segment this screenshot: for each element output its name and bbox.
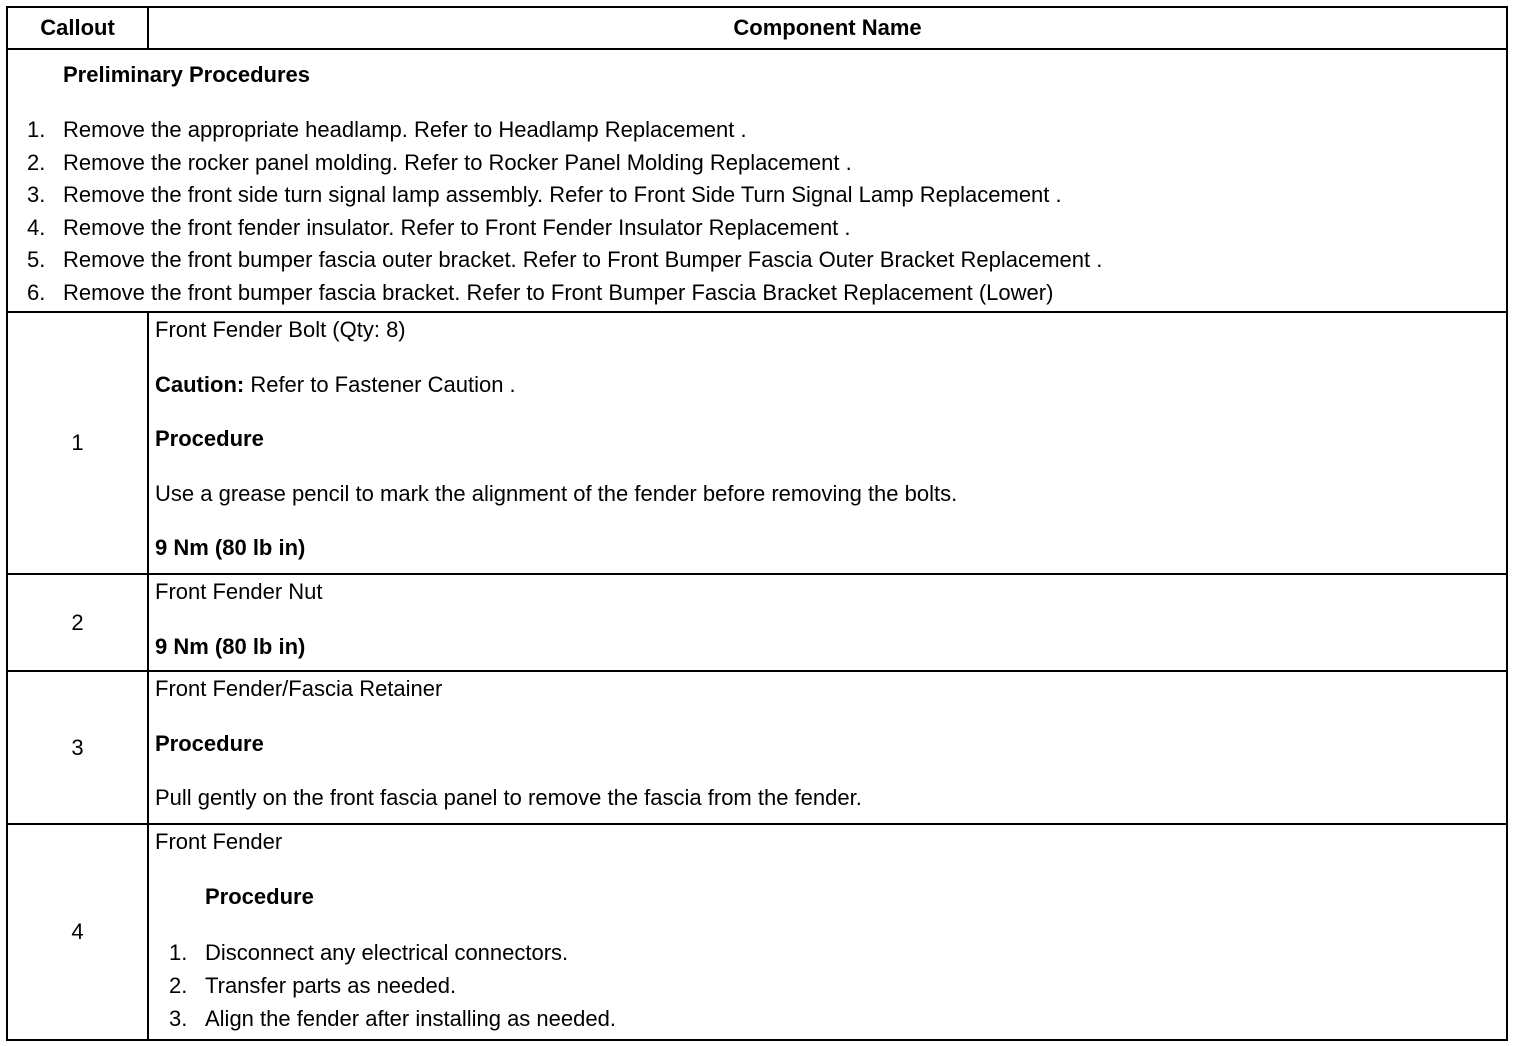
caution-line (155, 370, 1506, 400)
procedure-text: Use a grease pencil to mark the alignment of the fender before removing the bolts. (155, 480, 958, 506)
caution-text: Refer to Fastener Caution . (244, 371, 516, 397)
list-item (8, 212, 1506, 245)
list-item (8, 277, 1506, 310)
list-item (155, 969, 1506, 1002)
caution-label: Caution: (155, 371, 245, 397)
list-item (155, 936, 1506, 969)
procedure-steps (155, 936, 1506, 1035)
component-cell (148, 824, 1507, 1040)
step-number: 5. (27, 247, 46, 273)
step-text: Remove the rocker panel molding. Refer to Rocker Panel Molding Replacement . (63, 149, 852, 175)
procedure-label: Procedure (205, 883, 314, 909)
torque-spec: 9 Nm (80 lb in) (155, 633, 306, 659)
step-text: Align the fender after installing as needed. (205, 1005, 616, 1031)
list-item (8, 179, 1506, 212)
step-number: 4. (27, 214, 46, 240)
component-name: Front Fender/Fascia Retainer (155, 676, 443, 701)
component-cell (148, 312, 1507, 574)
step-number: 3. (27, 182, 46, 208)
list-item (8, 244, 1506, 277)
procedure-table (6, 6, 1508, 1041)
step-number: 1. (169, 939, 188, 965)
list-item (8, 147, 1506, 180)
table-header-row (7, 7, 1507, 49)
list-item (8, 114, 1506, 147)
step-number: 1. (27, 117, 46, 142)
procedure-label: Procedure (155, 730, 264, 756)
component-cell (148, 671, 1507, 824)
step-number: 3. (169, 1005, 188, 1031)
callout-cell: 1 (7, 312, 148, 574)
table-row (7, 671, 1507, 824)
step-number: 2. (169, 972, 188, 998)
component-name-header: Component Name (148, 7, 1507, 49)
step-text: Remove the front bumper fascia bracket. Refer to Front Bumper Fascia Bracket Replacement (Lower) (63, 279, 1054, 305)
table-row (7, 824, 1507, 1040)
component-name: Front Fender Bolt (Qty: 8) (155, 317, 406, 342)
callout-cell: 2 (7, 574, 148, 671)
procedure-label: Procedure (155, 426, 264, 451)
step-text: Remove the front side turn signal lamp assembly. Refer to Front Side Turn Signal Lamp Replacement . (63, 182, 1062, 208)
step-text: Remove the appropriate headlamp. Refer to Headlamp Replacement . (63, 117, 747, 142)
list-item (155, 1002, 1506, 1035)
callout-cell: 4 (7, 824, 148, 1040)
component-name: Front Fender (155, 829, 283, 854)
torque-spec: 9 Nm (80 lb in) (155, 535, 306, 560)
step-number: 6. (27, 279, 46, 305)
step-text: Transfer parts as needed. (205, 972, 457, 998)
callout-cell: 3 (7, 671, 148, 824)
preliminary-row (7, 49, 1507, 312)
component-name: Front Fender Nut (155, 579, 323, 604)
component-cell (148, 574, 1507, 671)
step-number: 2. (27, 149, 46, 175)
table-row (7, 312, 1507, 574)
procedure-text: Pull gently on the front fascia panel to remove the fascia from the fender. (155, 785, 862, 810)
callout-header: Callout (7, 7, 148, 49)
table-row (7, 574, 1507, 671)
step-text: Disconnect any electrical connectors. (205, 939, 569, 965)
step-text: Remove the front fender insulator. Refer to Front Fender Insulator Replacement . (63, 214, 851, 240)
preliminary-cell (7, 49, 1507, 312)
step-text: Remove the front bumper fascia outer bracket. Refer to Front Bumper Fascia Outer Bracket Replacement . (63, 247, 1103, 273)
preliminary-steps (8, 114, 1506, 310)
preliminary-title: Preliminary Procedures (63, 62, 311, 87)
